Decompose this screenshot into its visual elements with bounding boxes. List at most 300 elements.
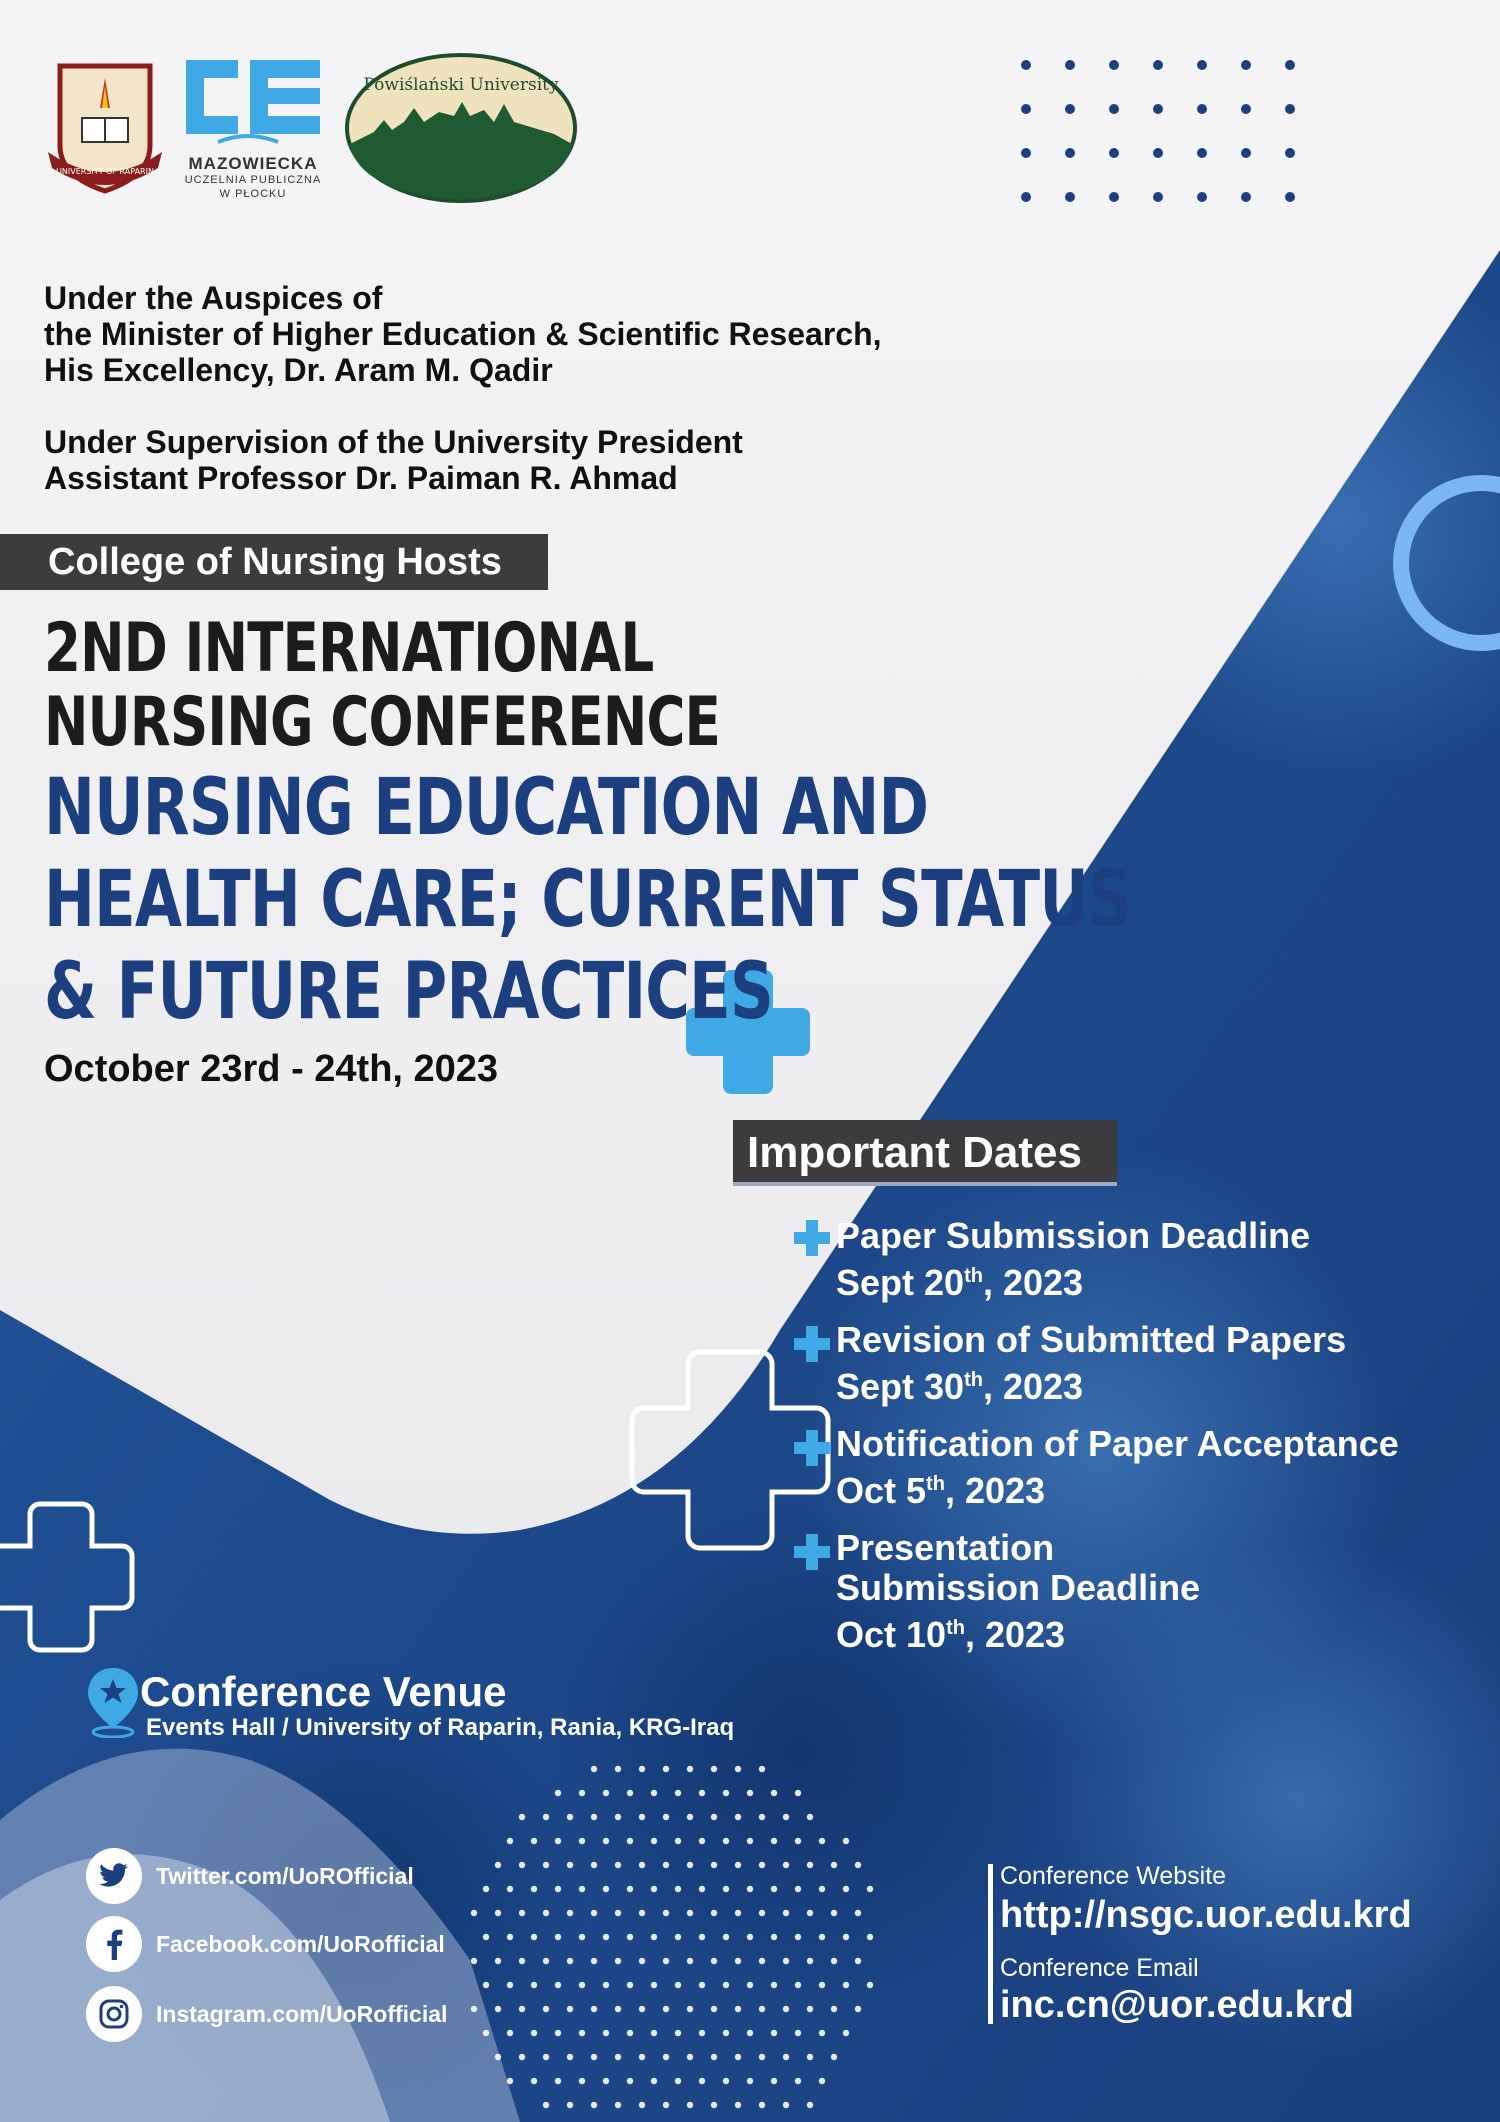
decorative-dot [819, 2078, 825, 2084]
website-link[interactable]: http://nsgc.uor.edu.krd [1000, 1894, 1412, 1936]
decorative-dot [627, 1982, 633, 1988]
decorative-dot [543, 1910, 549, 1916]
decorative-dot [531, 1934, 537, 1940]
decorative-dot [591, 2102, 597, 2108]
decorative-dot [747, 2078, 753, 2084]
decorative-dot [795, 1790, 801, 1796]
decorative-dot [795, 1886, 801, 1892]
important-date-value: Sept 20th, 2023 [836, 1262, 1084, 1303]
conference-theme-line-3: & FUTURE PRACTICES [44, 947, 773, 1037]
decorative-dot [759, 2006, 765, 2012]
decorative-dot [651, 2078, 657, 2084]
venue-title: Conference Venue [140, 1668, 507, 1715]
decorative-dot [603, 2030, 609, 2036]
decorative-dot [519, 1958, 525, 1964]
decorative-dot [711, 1862, 717, 1868]
decorative-dot [831, 1910, 837, 1916]
decorative-dot [687, 2054, 693, 2060]
decorative-dot [699, 2078, 705, 2084]
decorative-dot [519, 1862, 525, 1868]
decorative-dot [759, 2054, 765, 2060]
decorative-dot [495, 1958, 501, 1964]
plus-cross-icon [792, 1428, 832, 1468]
important-date-item [836, 1216, 1310, 1303]
decorative-dot [747, 1838, 753, 1844]
decorative-dot [831, 2006, 837, 2012]
decorative-dot [1109, 60, 1119, 70]
decorative-dot [1021, 104, 1031, 114]
decorative-dot [603, 1886, 609, 1892]
decorative-dot [639, 2054, 645, 2060]
important-date-label: Revision of Submitted Papers [836, 1319, 1347, 1360]
powislanski-logo-text: Powiślański University [363, 75, 559, 95]
decorative-dot [675, 1982, 681, 1988]
decorative-dot [735, 1766, 741, 1772]
decorative-dot [555, 1934, 561, 1940]
decorative-dot [675, 1934, 681, 1940]
decorative-dot [663, 1814, 669, 1820]
decorative-dot [1197, 148, 1207, 158]
decorative-dot [483, 2030, 489, 2036]
decorative-dot [627, 1838, 633, 1844]
decorative-dot [771, 2030, 777, 2036]
decorative-dot [507, 1934, 513, 1940]
decorative-dot [579, 2030, 585, 2036]
decorative-dot [1065, 104, 1075, 114]
decorative-dot [711, 2006, 717, 2012]
social-instagram-text: Instagram.com/UoRofficial [156, 2000, 448, 2027]
decorative-dot [519, 2006, 525, 2012]
decorative-dot [1241, 104, 1251, 114]
mazowiecka-logo [178, 56, 328, 206]
decorative-dot [627, 1886, 633, 1892]
host-tag: College of Nursing Hosts [0, 534, 548, 590]
conference-theme-line-2: HEALTH CARE; CURRENT STATUS [44, 855, 1132, 945]
decorative-dot [723, 2030, 729, 2036]
decorative-dot [591, 2006, 597, 2012]
decorative-dot [759, 1814, 765, 1820]
conference-dates: October 23rd - 24th, 2023 [44, 1048, 499, 1090]
auspices-line-2: the Minister of Higher Education & Scientific Research, [44, 316, 882, 352]
decorative-dot [663, 2006, 669, 2012]
decorative-dot [783, 2102, 789, 2108]
important-date-label: Notification of Paper Acceptance [836, 1423, 1399, 1464]
decorative-dot [507, 2078, 513, 2084]
decorative-dot [711, 1814, 717, 1820]
decorative-dot [1285, 60, 1295, 70]
decorative-dot [807, 1862, 813, 1868]
decorative-dot [639, 1814, 645, 1820]
decorative-dot [1153, 104, 1163, 114]
decorative-dot [867, 1982, 873, 1988]
decorative-dot [1285, 148, 1295, 158]
decorative-dot [723, 2078, 729, 2084]
decorative-dot [639, 1766, 645, 1772]
decorative-dot [1153, 60, 1163, 70]
decorative-dot [855, 1958, 861, 1964]
decorative-dot [867, 1934, 873, 1940]
decorative-dot [807, 2006, 813, 2012]
decorative-dot [687, 2102, 693, 2108]
important-date-label-2: Submission Deadline [836, 1567, 1201, 1608]
auspices-line-1: Under the Auspices of [44, 280, 383, 316]
decorative-dot [747, 1886, 753, 1892]
decorative-dot [675, 2030, 681, 2036]
important-date-label: Paper Submission Deadline [836, 1215, 1311, 1256]
decorative-dot [1021, 60, 1031, 70]
social-twitter-text: Twitter.com/UoROfficial [156, 1862, 414, 1889]
university-of-raparin-logo [40, 56, 170, 196]
decorative-dot [1241, 192, 1251, 202]
decorative-dot [651, 1886, 657, 1892]
decorative-dot [795, 1982, 801, 1988]
decorative-dot [819, 2030, 825, 2036]
decorative-dot [747, 1982, 753, 1988]
conference-title-line-1: 2ND INTERNATIONAL [44, 609, 654, 688]
decorative-dot [831, 1958, 837, 1964]
decorative-dot [627, 2030, 633, 2036]
decorative-dot [567, 1862, 573, 1868]
decorative-dot [843, 1934, 849, 1940]
social-instagram[interactable] [86, 1986, 447, 2042]
supervision-block [44, 424, 994, 496]
decorative-dot [651, 1982, 657, 1988]
email-link[interactable]: inc.cn@uor.edu.krd [1000, 1984, 1354, 2026]
decorative-dot [699, 1934, 705, 1940]
decorative-dot [687, 1766, 693, 1772]
decorative-dot [531, 2078, 537, 2084]
raparin-logo-text: UNIVERSITY OF RAPARIN [56, 167, 154, 176]
decorative-dot [1065, 148, 1075, 158]
auspices-line-3: His Excellency, Dr. Aram M. Qadir [44, 352, 553, 388]
decorative-dot [567, 2006, 573, 2012]
decorative-dot [783, 2006, 789, 2012]
decorative-dot [663, 1766, 669, 1772]
decorative-dot [735, 2054, 741, 2060]
decorative-dot [507, 1886, 513, 1892]
decorative-dot [567, 2054, 573, 2060]
decorative-dot [819, 1982, 825, 1988]
decorative-dot [771, 1934, 777, 1940]
decorative-dot [1241, 148, 1251, 158]
decorative-dot [723, 1790, 729, 1796]
auspices-block [44, 280, 994, 388]
decorative-dot [591, 1766, 597, 1772]
decorative-dot [663, 2102, 669, 2108]
decorative-dot [687, 1958, 693, 1964]
important-date-item [836, 1528, 1200, 1655]
decorative-dot [483, 1934, 489, 1940]
decorative-dot [771, 1982, 777, 1988]
decorative-dot [843, 1886, 849, 1892]
conference-title [44, 609, 721, 762]
decorative-dot [807, 1814, 813, 1820]
decorative-dot [843, 2030, 849, 2036]
decorative-dot [507, 2030, 513, 2036]
decorative-dot [1153, 192, 1163, 202]
venue-address: Events Hall / University of Raparin, Rania, KRG-Iraq [146, 1714, 735, 1741]
decorative-dot [807, 1958, 813, 1964]
decorative-dot [675, 1790, 681, 1796]
decorative-dot [519, 1910, 525, 1916]
decorative-dot [603, 1790, 609, 1796]
decorative-dot [1109, 104, 1119, 114]
decorative-dot [591, 1958, 597, 1964]
decorative-dot [543, 1958, 549, 1964]
decorative-dot [495, 1910, 501, 1916]
mazowiecka-subtitle: UCZELNIA PUBLICZNA [184, 174, 322, 186]
decorative-dot [735, 2102, 741, 2108]
decorative-dot [639, 1958, 645, 1964]
decorative-dot [687, 1862, 693, 1868]
decorative-dot [747, 2030, 753, 2036]
decorative-dot [759, 2102, 765, 2108]
decorative-dot [807, 1910, 813, 1916]
decorative-dot [555, 2078, 561, 2084]
decorative-dot [855, 2006, 861, 2012]
decorative-dot [615, 1814, 621, 1820]
decorative-dot [591, 1910, 597, 1916]
decorative-dot [663, 1862, 669, 1868]
location-pin-icon [86, 1666, 140, 1738]
decorative-dot [471, 2006, 477, 2012]
decorative-dot [471, 1958, 477, 1964]
decorative-dot [483, 1886, 489, 1892]
decorative-dot [603, 1982, 609, 1988]
decorative-dot [495, 1862, 501, 1868]
decorative-dot [819, 1886, 825, 1892]
decorative-dot [831, 2054, 837, 2060]
decorative-dot [1197, 104, 1207, 114]
decorative-dot [1109, 148, 1119, 158]
decorative-dot [1021, 148, 1031, 158]
decorative-dot [591, 1862, 597, 1868]
decorative-dot [783, 2054, 789, 2060]
decorative-dot [759, 1766, 765, 1772]
decorative-dot [795, 1934, 801, 1940]
conference-title-line-2: NURSING CONFERENCE [44, 683, 721, 762]
decorative-dot [663, 1958, 669, 1964]
decorative-dot [795, 1838, 801, 1844]
decorative-dot [711, 1958, 717, 1964]
decorative-dot [699, 1790, 705, 1796]
decorative-dot [795, 2030, 801, 2036]
decorative-dot [819, 1934, 825, 1940]
decorative-dot [519, 1814, 525, 1820]
decorative-dot [723, 1934, 729, 1940]
decorative-dot [855, 1910, 861, 1916]
decorative-dot [615, 1910, 621, 1916]
decorative-dot [471, 1910, 477, 1916]
decorative-dot [747, 1934, 753, 1940]
decorative-dot [807, 2054, 813, 2060]
decorative-dot [603, 1838, 609, 1844]
decorative-dot [495, 2006, 501, 2012]
decorative-dot [843, 1982, 849, 1988]
decorative-dot [783, 1814, 789, 1820]
decorative-dot [579, 1838, 585, 1844]
decorative-dot [771, 2078, 777, 2084]
decorative-dot [1065, 192, 1075, 202]
decorative-dot [711, 2054, 717, 2060]
decorative-dot [687, 1814, 693, 1820]
decorative-dot [603, 2078, 609, 2084]
important-date-label: Presentation [836, 1527, 1055, 1568]
decorative-dot [507, 1838, 513, 1844]
decorative-dot [651, 2030, 657, 2036]
decorative-dot [651, 1838, 657, 1844]
decorative-dot [663, 2054, 669, 2060]
decorative-dot [771, 1838, 777, 1844]
decorative-dot [627, 2078, 633, 2084]
decorative-dot [723, 1886, 729, 1892]
decorative-dot [699, 1838, 705, 1844]
decorative-dot [1021, 192, 1031, 202]
decorative-dot [495, 2054, 501, 2060]
decorative-dot [759, 1910, 765, 1916]
mazowiecka-name: MAZOWIECKA [188, 154, 318, 173]
decorative-dot [531, 2030, 537, 2036]
decorative-dot [639, 2006, 645, 2012]
decorative-dot [1197, 60, 1207, 70]
decorative-dot [855, 1862, 861, 1868]
website-label: Conference Website [1000, 1862, 1227, 1890]
decorative-dot [699, 2030, 705, 2036]
decorative-dot [663, 1910, 669, 1916]
decorative-dot [1109, 192, 1119, 202]
decorative-dot [783, 1958, 789, 1964]
decorative-dot [567, 1910, 573, 1916]
decorative-dot [723, 1982, 729, 1988]
decorative-dot [807, 2102, 813, 2108]
decorative-dot [723, 1838, 729, 1844]
decorative-dot [747, 1790, 753, 1796]
email-label: Conference Email [1000, 1954, 1199, 1982]
decorative-dot [615, 1862, 621, 1868]
decorative-dot [543, 1862, 549, 1868]
decorative-dot [579, 2078, 585, 2084]
decorative-dot [771, 1886, 777, 1892]
decorative-dot [543, 1814, 549, 1820]
decorative-dot [555, 1790, 561, 1796]
decorative-dot [531, 1886, 537, 1892]
decorative-dot [735, 1910, 741, 1916]
decorative-dot [627, 1934, 633, 1940]
important-date-value: Oct 10th, 2023 [836, 1614, 1066, 1655]
decorative-dot [603, 1934, 609, 1940]
decorative-dot [567, 2102, 573, 2108]
decorative-dot [1285, 192, 1295, 202]
decorative-dot [543, 2054, 549, 2060]
social-facebook-text: Facebook.com/UoRofficial [156, 1930, 445, 1957]
decorative-dot [531, 1982, 537, 1988]
decorative-dot [483, 1982, 489, 1988]
decorative-dot [615, 2006, 621, 2012]
decorative-dot [555, 2030, 561, 2036]
decorative-dot [831, 1862, 837, 1868]
supervision-line-2: Assistant Professor Dr. Paiman R. Ahmad [44, 460, 678, 496]
decorative-dot [771, 1790, 777, 1796]
instagram-icon [86, 1986, 142, 2042]
decorative-dot [759, 1958, 765, 1964]
decorative-dot [555, 1982, 561, 1988]
decorative-dot [615, 1958, 621, 1964]
decorative-dot [615, 1766, 621, 1772]
social-facebook[interactable] [86, 1916, 445, 1972]
twitter-icon [86, 1848, 142, 1904]
important-date-item [836, 1424, 1399, 1511]
decorative-dot [543, 2006, 549, 2012]
decorative-dot [579, 1934, 585, 1940]
decorative-dot [711, 2102, 717, 2108]
decorative-dot [687, 1910, 693, 1916]
decorative-dot [555, 1838, 561, 1844]
decorative-dot [783, 1910, 789, 1916]
important-date-item [836, 1320, 1346, 1407]
decorative-dot [735, 2006, 741, 2012]
decorative-dot [699, 1886, 705, 1892]
decorative-dot [543, 2102, 549, 2108]
decorative-dot [675, 1886, 681, 1892]
decorative-dot [615, 2054, 621, 2060]
decorative-dot [639, 2102, 645, 2108]
decorative-dot [507, 1982, 513, 1988]
mazowiecka-city: W PŁOCKU [219, 188, 287, 200]
decorative-dot [1065, 60, 1075, 70]
decorative-dot [591, 2054, 597, 2060]
decorative-dot [555, 1886, 561, 1892]
conference-theme-line-1: NURSING EDUCATION AND [44, 763, 929, 853]
decorative-dot [675, 2078, 681, 2084]
decorative-dot [795, 2078, 801, 2084]
decorative-dot [711, 1766, 717, 1772]
decorative-dot [519, 2054, 525, 2060]
decorative-dot [783, 1862, 789, 1868]
important-dates-heading: Important Dates [733, 1120, 1117, 1186]
plus-cross-icon [792, 1218, 832, 1258]
decorative-dot [579, 1982, 585, 1988]
important-date-value: Oct 5th, 2023 [836, 1470, 1046, 1511]
decorative-dot [699, 1982, 705, 1988]
decorative-dot [591, 1814, 597, 1820]
decorative-dot [627, 1790, 633, 1796]
facebook-icon [86, 1916, 142, 1972]
decorative-dot [651, 1934, 657, 1940]
decorative-dot [579, 1790, 585, 1796]
decorative-dot [531, 1838, 537, 1844]
decorative-dot [819, 1838, 825, 1844]
decorative-dot [687, 2006, 693, 2012]
decorative-dot [1285, 104, 1295, 114]
social-twitter[interactable] [86, 1848, 414, 1904]
decorative-dot [639, 1862, 645, 1868]
decorative-dot [1241, 60, 1251, 70]
decorative-dot [759, 1862, 765, 1868]
decorative-dot [735, 1862, 741, 1868]
decorative-dot [615, 2102, 621, 2108]
decorative-dot [735, 1814, 741, 1820]
plus-cross-icon [792, 1324, 832, 1364]
decorative-dot [567, 1958, 573, 1964]
decorative-dot [867, 1886, 873, 1892]
decorative-dot [843, 1838, 849, 1844]
decorative-dot [675, 1838, 681, 1844]
decorative-dot [735, 1958, 741, 1964]
supervision-line-1: Under Supervision of the University President [44, 424, 743, 460]
decorative-dot [651, 1790, 657, 1796]
decorative-dot [567, 1814, 573, 1820]
important-date-value: Sept 30th, 2023 [836, 1366, 1084, 1407]
